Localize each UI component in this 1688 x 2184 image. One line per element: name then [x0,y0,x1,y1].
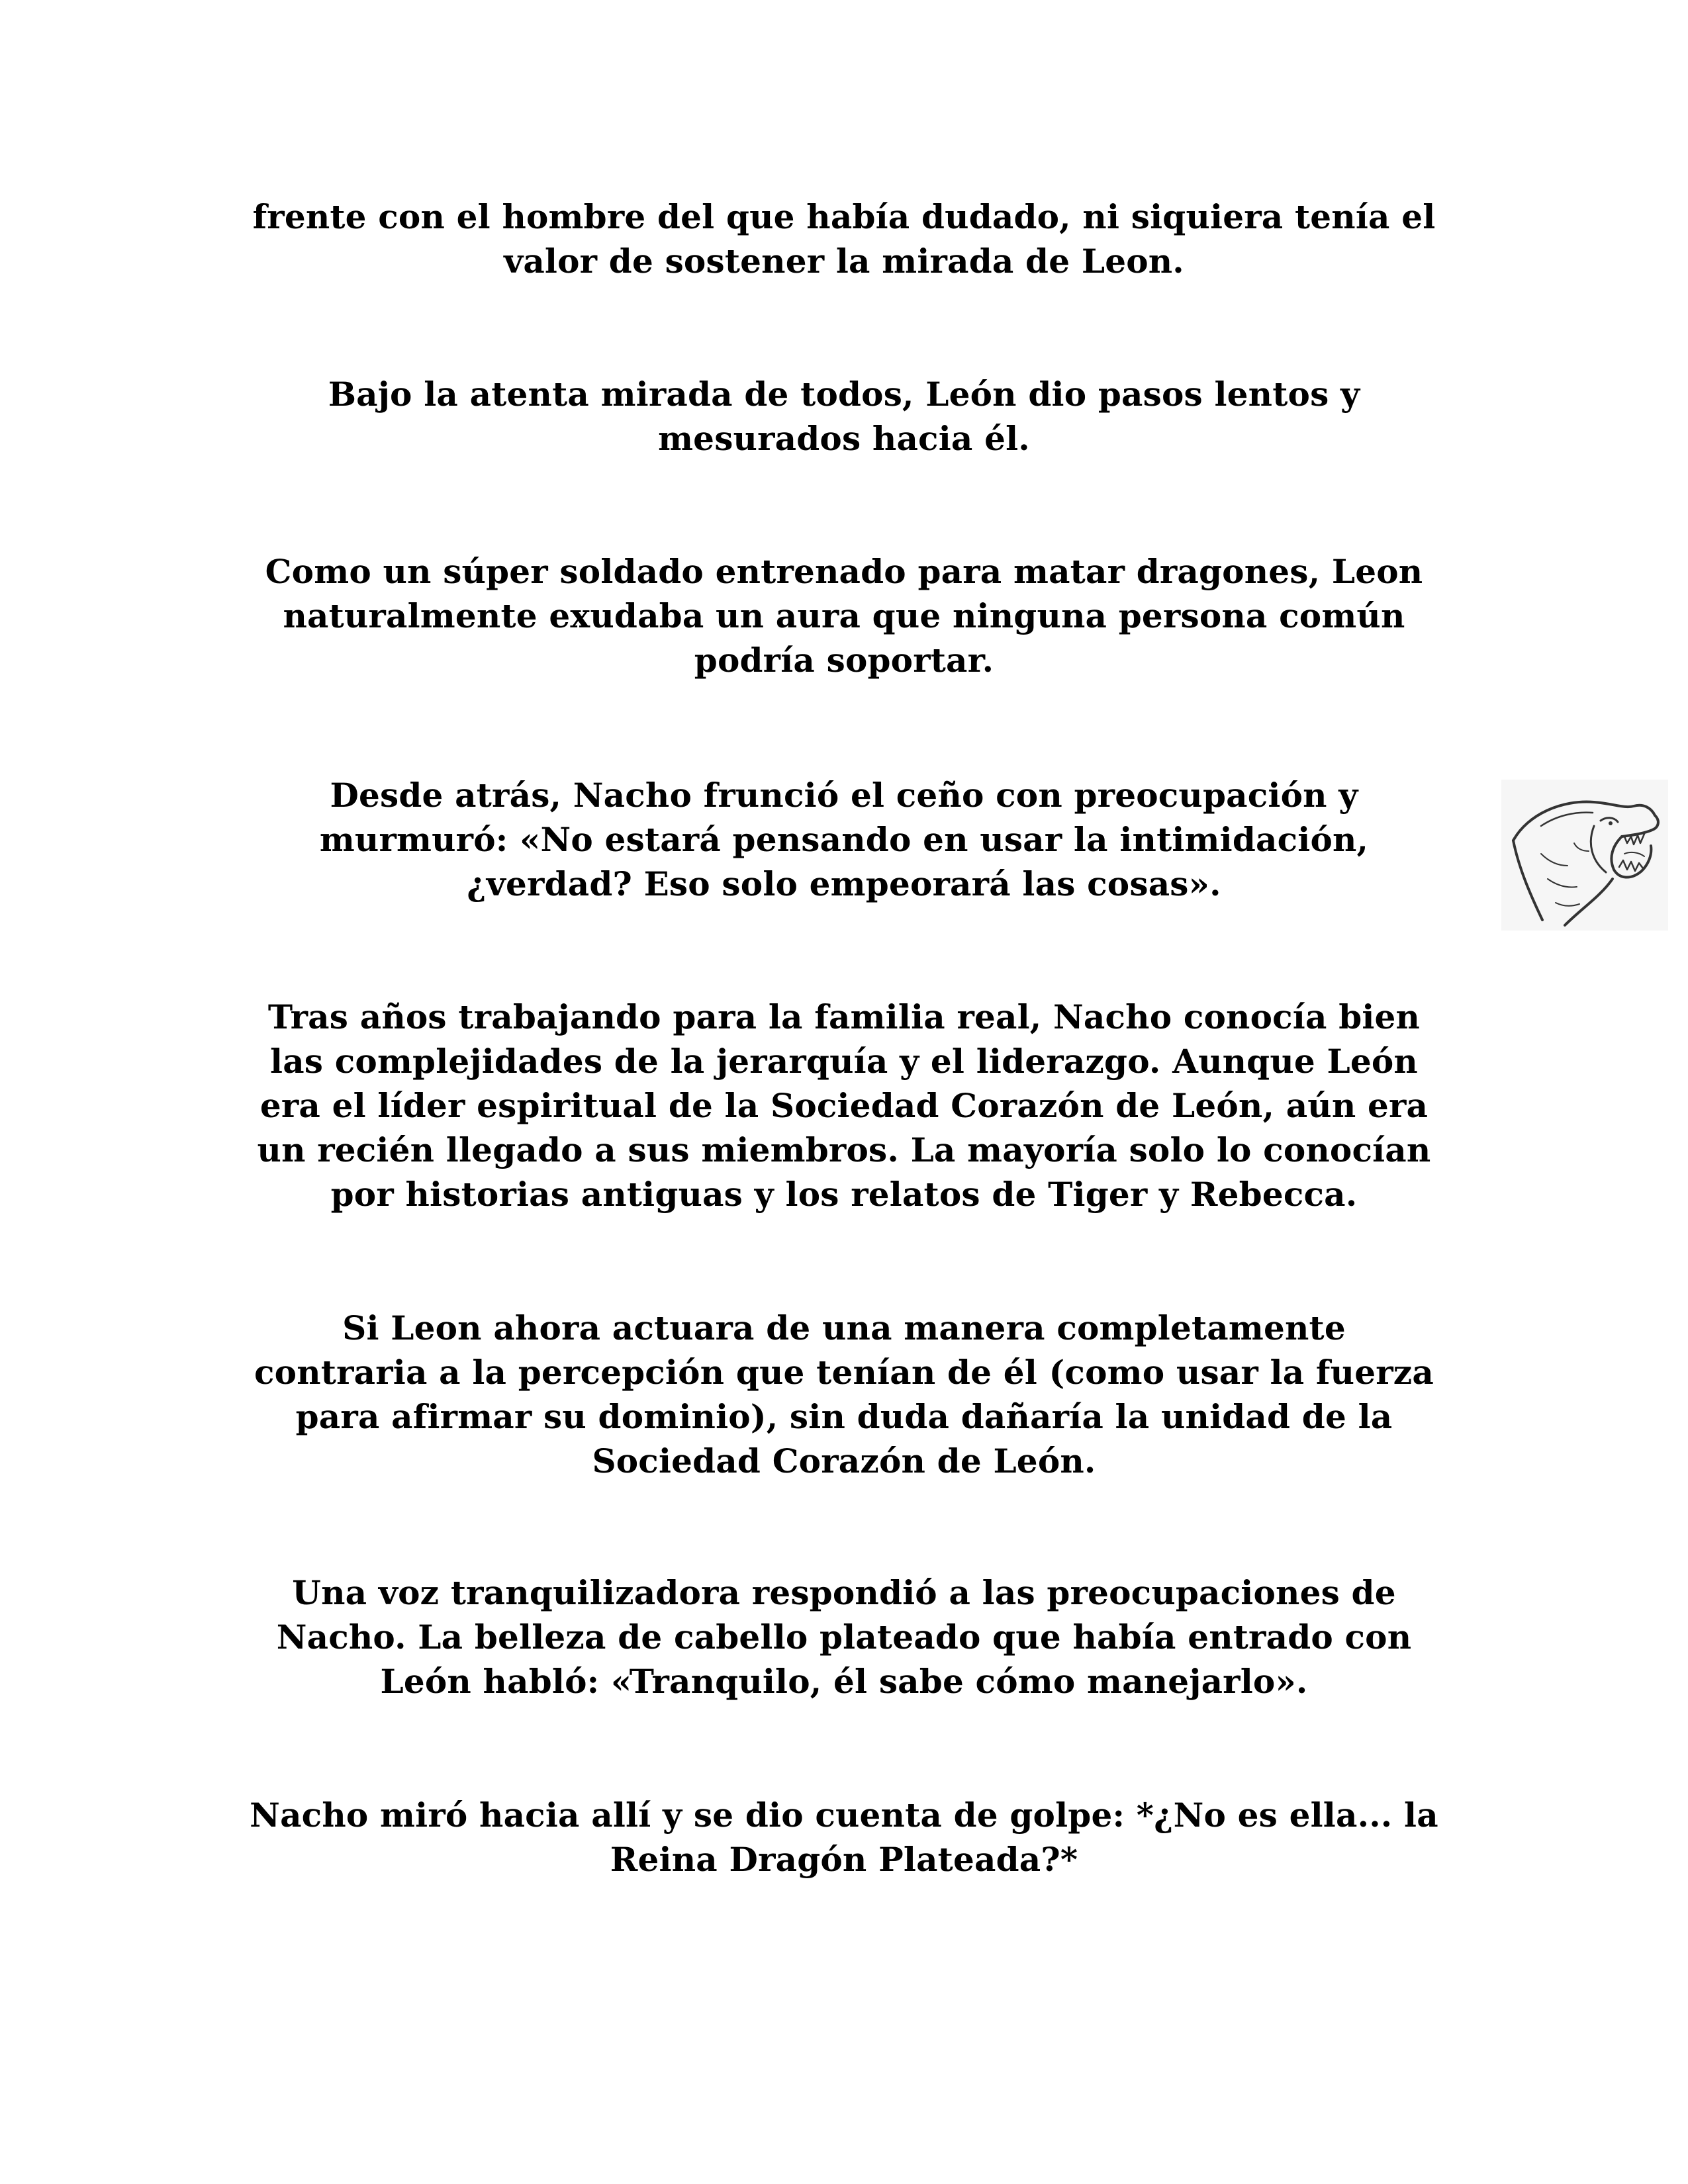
paragraph-6: Si Leon ahora actuara de una manera completamente contraria a la percepción que tenían de él (como usar la fuerza para afirmar su dominio), sin duda dañaría la unidad de la Sociedad Corazón de León. [254,1308,1434,1480]
paragraph-7: Una voz tranquilizadora respondió a las preocupaciones de Nacho. La belleza de cabello plateado que había entrado con León habló: «Tranquilo, él sabe cómo manejarlo». [276,1573,1412,1701]
paragraph-1: frente con el hombre del que había dudado, ni siquiera tenía el valor de sostener la mirada de Leon. [252,197,1436,281]
dinosaur-head-sketch-icon [1501,780,1668,931]
paragraph-3: Como un súper soldado entrenado para matar dragones, Leon naturalmente exudaba un aura que ninguna persona común podría soportar. [265,552,1423,680]
paragraph-4: Desde atrás, Nacho frunció el ceño con preocupación y murmuró: «No estará pensando en usar la intimidación, ¿verdad? Eso solo empeorará las cosas». [319,776,1369,903]
paragraph-5: Tras años trabajando para la familia real, Nacho conocía bien las complejidades de la jerarquía y el liderazgo. Aunque León era el líder espiritual de la Sociedad Corazón de León, aún era un recién llegado a sus miembros. La mayoría solo lo conocían por historias antiguas y los relatos de Tiger y Rebecca. [257,997,1431,1214]
paragraph-8: Nacho miró hacia allí y se dio cuenta de golpe: *¿No es ella... la Reina Dragón Plateada?* [250,1796,1438,1879]
paragraph-2: Bajo la atenta mirada de todos, León dio pasos lentos y mesurados hacia él. [328,375,1360,458]
